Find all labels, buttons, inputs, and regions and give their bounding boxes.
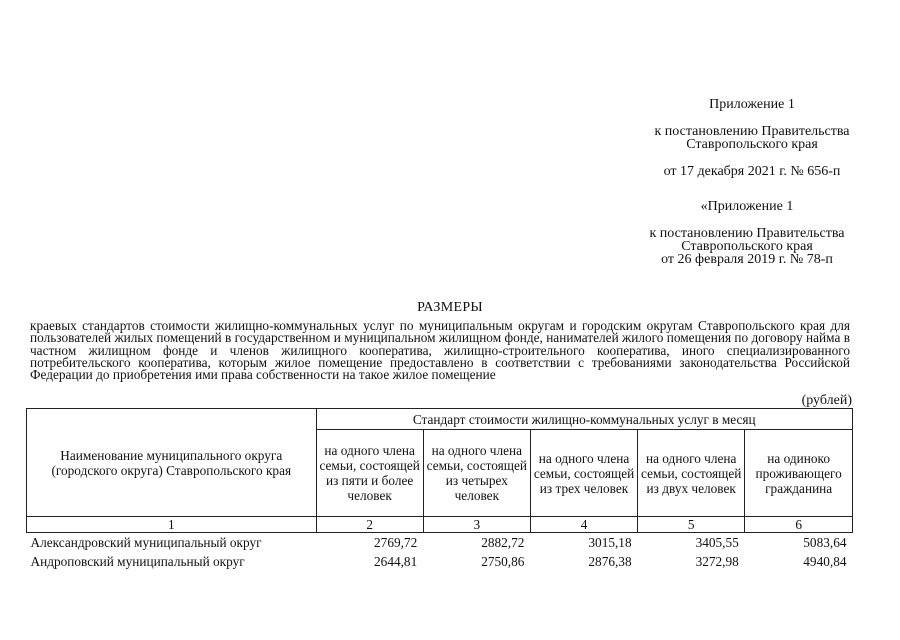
table-row (27, 533, 853, 553)
column-number: 4 (530, 517, 637, 533)
document-description: краевых стандартов стоимости жилищно-коммунальных услуг по муниципальным округам и городским округам Ставропольского края для пользователей жилых помещений в государственном и муниципальном жилищном фонде, нанимателей жилого помещения по договору найма в частном жилищном фонде и членов жилищного кооператива, жилищно-строительного кооператива, иного специализированного потребительского кооператива, которым жилое помещение предоставлено в соответствии с требованиями законодательства Российской Федерации до приобретения ими права собственности на такое жилое помещение (30, 318, 850, 383)
resolution-ref: к постановлению Правительства (654, 124, 850, 139)
document-title: РАЗМЕРЫ (417, 300, 483, 315)
appendix-header (652, 98, 852, 178)
column-header: на одного члена семьи, состоящей из трех человек (530, 430, 637, 517)
table-cell: 4940,84 (803, 554, 847, 569)
column-header: на одного члена семьи, состоящей из двух человек (638, 430, 745, 517)
table-cell: 2769,72 (374, 535, 418, 550)
name-column-header: Наименование муниципального округа (городского округа) Ставропольского края (27, 409, 317, 517)
column-header: на одного члена семьи, состоящей из пяти и более человек (316, 430, 423, 517)
group-column-header: Стандарт стоимости жилищно-коммунальных услуг в месяц (316, 409, 852, 430)
prev-region-name: Ставропольского края (681, 239, 813, 254)
column-number: 6 (745, 517, 853, 533)
table-cell: 3272,98 (695, 554, 739, 569)
column-number: 5 (638, 517, 745, 533)
resolution-date: от 17 декабря 2021 г. № 656-п (663, 164, 841, 179)
column-number: 2 (316, 517, 423, 533)
unit-label: (рублей) (801, 393, 852, 408)
column-number-row (27, 517, 853, 533)
district-name: Александровский муниципальный округ (30, 535, 262, 550)
table-row (27, 552, 853, 571)
table-header-row (27, 409, 853, 430)
column-number: 1 (27, 517, 317, 533)
previous-appendix-header (642, 200, 852, 266)
column-number: 3 (423, 517, 530, 533)
table-cell: 2882,72 (481, 535, 525, 550)
table-cell: 3015,18 (588, 535, 632, 550)
table-cell: 2876,38 (588, 554, 632, 569)
table-cell: 3405,55 (695, 535, 739, 550)
table-cell: 2644,81 (374, 554, 418, 569)
region-name: Ставропольского края (686, 137, 818, 152)
table-cell: 5083,64 (803, 535, 847, 550)
table-cell: 2750,86 (481, 554, 525, 569)
prev-appendix-label: «Приложение 1 (700, 199, 794, 214)
appendix-label: Приложение 1 (709, 97, 795, 112)
district-name: Андроповский муниципальный округ (30, 554, 245, 569)
prev-resolution-ref: к постановлению Правительства (649, 226, 845, 241)
column-header: на одного члена семьи, состоящей из четырех человек (423, 430, 530, 517)
standards-table (26, 408, 853, 571)
column-header: на одиноко проживающего гражданина (745, 430, 853, 517)
prev-resolution-date: от 26 февраля 2019 г. № 78-п (661, 252, 833, 267)
